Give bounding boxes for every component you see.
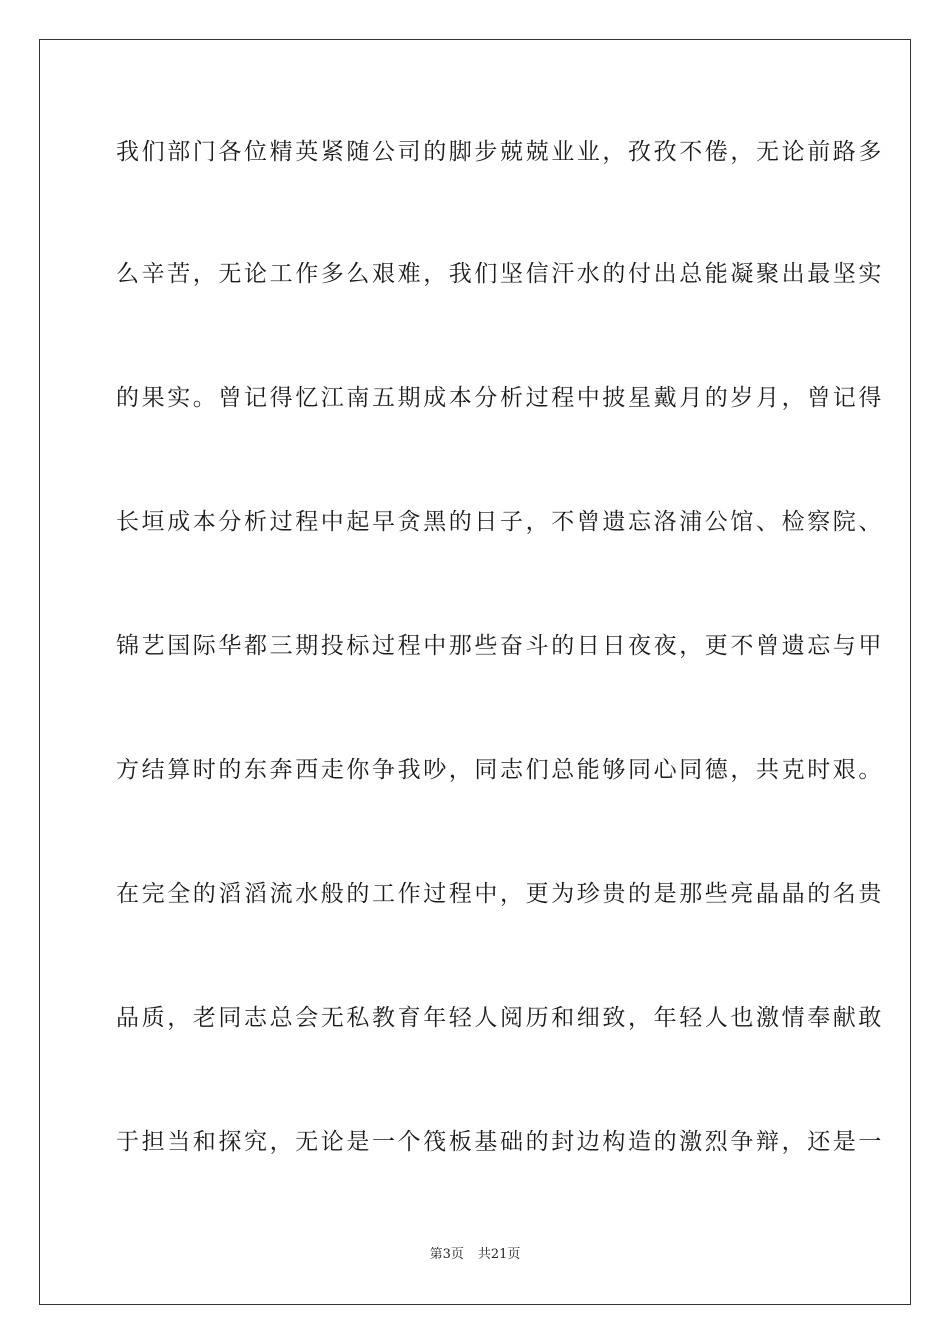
page-footer [0,1246,950,1264]
text-line: 我们部门各位精英紧随公司的脚步兢兢业业，孜孜不倦，无论前路多 [116,139,884,165]
text-line: 于担当和探究，无论是一个筏板基础的封边构造的激烈争辩，还是一 [116,1129,884,1155]
total-pages: 共21页 [477,1247,521,1262]
text-line: 长垣成本分析过程中起早贪黑的日子，不曾遗忘洛浦公馆、检察院、 [116,509,884,535]
page-number: 第3页 [429,1247,464,1262]
text-line: 品质，老同志总会无私教育年轻人阅历和细致，年轻人也激情奉献敢 [116,1005,884,1031]
text-line: 么辛苦，无论工作多么艰难，我们坚信汗水的付出总能凝聚出最坚实 [116,261,884,287]
text-line: 在完全的滔滔流水般的工作过程中，更为珍贵的是那些亮晶晶的名贵 [116,881,884,907]
page-border [39,39,911,1305]
text-line: 的果实。曾记得忆江南五期成本分析过程中披星戴月的岁月，曾记得 [116,385,884,411]
text-line: 锦艺国际华都三期投标过程中那些奋斗的日日夜夜，更不曾遗忘与甲 [116,633,884,659]
text-line: 方结算时的东奔西走你争我吵，同志们总能够同心同德，共克时艰。 [116,757,884,783]
